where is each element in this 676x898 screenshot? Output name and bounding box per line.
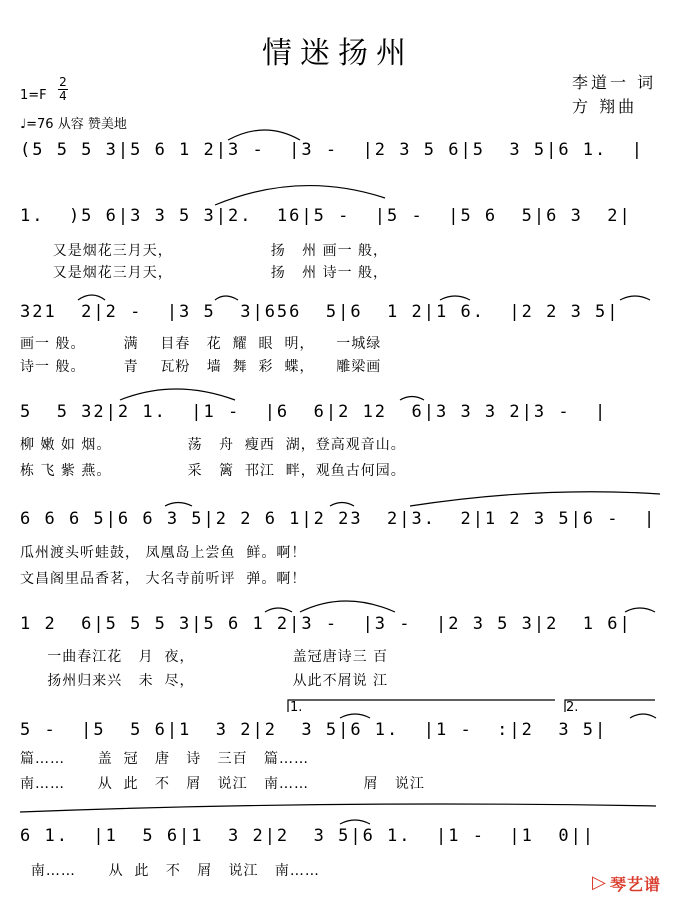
lyric-row-5-verse-1: 瓜州渡头听蛙鼓， 凤凰岛上尝鱼 鲜。啊！: [20, 545, 307, 561]
lyric-row-8-verse-1: 南…… 从 此 不 屑 说江 南……: [20, 863, 320, 879]
slur-row7-b: [630, 714, 656, 718]
brand-logo-icon: ▷: [592, 872, 606, 893]
lyric-row-3-verse-1: 画一 般。 满 目春 花 耀 眼 明， 一城绿: [20, 336, 382, 352]
slur-row6-c: [625, 608, 655, 612]
tie-row7-to-row8: [20, 804, 656, 812]
slur-row6-b: [300, 601, 395, 612]
notation-row-8: 6 1. |1 5 6|1 3 2|2 3 5|6 1. |1 - |1 0||: [20, 826, 596, 846]
slur-row4-b: [400, 397, 424, 401]
notation-row-2: 1. )5 6|3 3 5 3|2. 16|5 - |5 - |5 6 5|6 3 2|: [20, 206, 632, 226]
lyric-row-5-verse-2: 文昌阁里品香茗， 大名寺前听评 弹。啊！: [20, 571, 307, 587]
first-ending-label: 1.: [290, 700, 303, 715]
time-signature-top: 2: [59, 75, 67, 89]
lyric-row-4-verse-2: 栋 飞 紫 燕。 采 篱 邗江 畔，观鱼古何园。: [20, 463, 406, 479]
key-signature: 1=F: [20, 88, 47, 103]
lyric-row-4-verse-1: 柳 嫩 如 烟。 荡 舟 瘦西 湖，登高观音山。: [20, 437, 406, 453]
tie-row1-a: [228, 130, 300, 140]
lyric-row-2-verse-1: 又是烟花三月天， 扬 州 画一 般，: [20, 243, 389, 259]
lyric-row-7-verse-2: 南…… 从 此 不 屑 说江 南…… 屑 说江: [20, 776, 425, 792]
slur-row3-d: [620, 296, 650, 300]
second-ending-label: 2.: [566, 700, 579, 715]
composer-credit: 方 翔曲: [572, 97, 638, 116]
slur-row4-a: [120, 389, 235, 400]
volta-first-bracket: [288, 700, 555, 712]
notation-row-6: 1 2 6|5 5 5 3|5 6 1 2|3 - |3 - |2 3 5 3|2 1 6|: [20, 614, 632, 634]
notation-row-3: 321 2|2 - |3 5 3|656 5|6 1 2|1 6. |2 2 3 5|: [20, 302, 620, 322]
slur-row5-b: [330, 503, 354, 507]
slur-row3-b: [215, 296, 238, 300]
notation-row-1: (5 5 5 3|5 6 1 2|3 - |3 - |2 3 5 6|5 3 5|6 1. |: [20, 140, 644, 160]
slur-row7-a: [340, 714, 370, 718]
slur-row6-a: [265, 608, 292, 612]
brand-watermark: 琴艺谱: [610, 875, 662, 894]
quarter-note-icon: ♩: [20, 117, 27, 132]
volta-second-bracket: [565, 700, 655, 712]
lyric-row-2-verse-2: 又是烟花三月天， 扬 州 诗一 般，: [20, 265, 389, 281]
time-signature-bottom: 4: [59, 89, 67, 103]
tie-row4-to-row5: [410, 492, 660, 506]
tempo-text: =76 从容 赞美地: [26, 117, 127, 132]
lyric-row-3-verse-2: 诗一 般。 青 瓦粉 墙 舞 彩 蝶， 雕梁画: [20, 359, 382, 375]
notation-row-7: 5 - |5 5 6|1 3 2|2 3 5|6 1. |1 - :|2 3 5|: [20, 720, 608, 740]
lyricist-credit: 李道一 词: [572, 73, 657, 92]
lyric-row-6-verse-1: 一曲春江花 月 夜， 盖冠唐诗三 百: [20, 649, 389, 665]
lyric-row-6-verse-2: 扬州归来兴 未 尽， 从此不屑说 江: [20, 673, 389, 689]
slur-row3-c: [440, 296, 470, 300]
notation-row-5: 6 6 6 5|6 6 3 5|2 2 6 1|2 23 2|3. 2|1 2 3 5|6 - |: [20, 509, 657, 529]
song-title: 情迷扬州: [262, 36, 414, 71]
slur-row5-a: [165, 503, 192, 507]
slur-row8-a: [340, 820, 370, 824]
slur-row3-a: [78, 295, 105, 300]
slur-row2-a: [215, 186, 385, 205]
lyric-row-7-verse-1: 篇…… 盖 冠 唐 诗 三百 篇……: [20, 751, 310, 767]
notation-row-4: 5 5 32|2 1. |1 - |6 6|2 12 6|3 3 3 2|3 - |: [20, 402, 608, 422]
